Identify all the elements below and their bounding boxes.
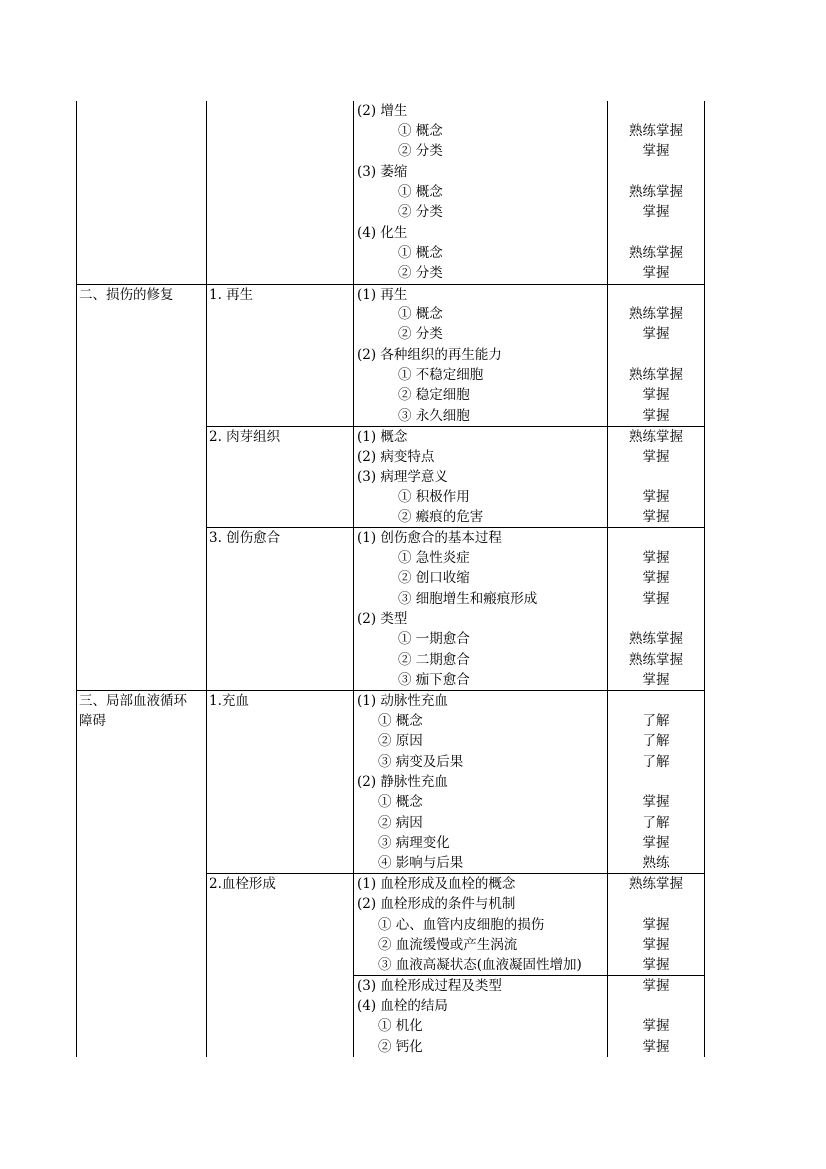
requirement-level: 熟练掌握 xyxy=(629,245,683,261)
outline-subitem: ① 概念 xyxy=(378,713,423,729)
outline-subitem: ② 创口收缩 xyxy=(398,570,470,586)
requirement-level: 熟练掌握 xyxy=(629,367,683,383)
outline-item: (3) 病理学意义 xyxy=(357,469,448,485)
requirement-level: 掌握 xyxy=(642,794,670,810)
requirement-level: 掌握 xyxy=(642,143,670,159)
requirement-level: 了解 xyxy=(642,754,670,770)
outline-item: (1) 概念 xyxy=(357,429,408,445)
outline-subitem: ② 病因 xyxy=(378,815,423,831)
requirement-level: 掌握 xyxy=(642,387,670,403)
subsection-title: 3. 创伤愈合 xyxy=(209,530,281,546)
outline-subitem: ① 概念 xyxy=(398,306,443,322)
outline-subitem: ④ 影响与后果 xyxy=(378,855,464,871)
outline-item: (2) 血栓形成的条件与机制 xyxy=(357,896,516,912)
outline-subitem: ① 机化 xyxy=(378,1018,423,1034)
outline-subitem: ① 不稳定细胞 xyxy=(398,367,484,383)
outline-item: (2) 增生 xyxy=(357,103,408,119)
requirement-level: 熟练掌握 xyxy=(629,306,683,322)
section-title-continued: 障碍 xyxy=(79,713,106,729)
outline-subitem: ② 瘢痕的危害 xyxy=(398,509,484,525)
outline-item: (2) 静脉性充血 xyxy=(357,774,448,790)
outline-item: (2) 病变特点 xyxy=(357,449,435,465)
requirement-level: 熟练掌握 xyxy=(629,429,683,445)
outline-item: (2) 类型 xyxy=(357,611,408,627)
outline-subitem: ② 分类 xyxy=(398,143,443,159)
outline-item: (1) 血栓形成及血栓的概念 xyxy=(357,876,516,892)
outline-subitem: ③ 病变及后果 xyxy=(378,754,464,770)
outline-subitem: ① 急性炎症 xyxy=(398,550,470,566)
requirement-level: 熟练掌握 xyxy=(629,631,683,647)
requirement-level: 了解 xyxy=(642,815,670,831)
requirement-level: 了解 xyxy=(642,733,670,749)
table-border-col3 xyxy=(353,101,354,1057)
outline-item: (1) 动脉性充血 xyxy=(357,693,448,709)
outline-item: (3) 血栓形成过程及类型 xyxy=(357,978,502,994)
outline-subitem: ① 概念 xyxy=(398,123,443,139)
requirement-level: 掌握 xyxy=(642,591,670,607)
requirement-level: 掌握 xyxy=(642,1018,670,1034)
requirement-level: 掌握 xyxy=(642,672,670,688)
outline-subitem: ② 分类 xyxy=(398,326,443,342)
outline-subitem: ③ 血液高凝状态(血液凝固性增加) xyxy=(378,957,582,973)
outline-subitem: ② 钙化 xyxy=(378,1039,423,1055)
section-title: 三、局部血液循环 xyxy=(79,693,187,709)
requirement-level: 熟练 xyxy=(642,855,670,871)
outline-item: (1) 创伤愈合的基本过程 xyxy=(357,530,502,546)
outline-subitem: ② 分类 xyxy=(398,204,443,220)
outline-subitem: ③ 永久细胞 xyxy=(398,408,470,424)
subsection-title: 1. 再生 xyxy=(209,287,254,303)
section-title: 二、损伤的修复 xyxy=(79,287,174,303)
requirement-level: 掌握 xyxy=(642,489,670,505)
requirement-level: 掌握 xyxy=(642,265,670,281)
outline-subitem: ② 稳定细胞 xyxy=(398,387,470,403)
requirement-level: 熟练掌握 xyxy=(629,876,683,892)
requirement-level: 熟练掌握 xyxy=(629,184,683,200)
requirement-level: 掌握 xyxy=(642,326,670,342)
outline-item: (2) 各种组织的再生能力 xyxy=(357,347,502,363)
table-border-left xyxy=(76,101,77,1057)
requirement-level: 掌握 xyxy=(642,957,670,973)
requirement-level: 掌握 xyxy=(642,978,670,994)
requirement-level: 掌握 xyxy=(642,449,670,465)
requirement-level: 掌握 xyxy=(642,1039,670,1055)
requirement-level: 掌握 xyxy=(642,509,670,525)
requirement-level: 了解 xyxy=(642,713,670,729)
outline-subitem: ① 概念 xyxy=(378,794,423,810)
requirement-level: 掌握 xyxy=(642,570,670,586)
outline-subitem: ① 积极作用 xyxy=(398,489,470,505)
outline-item: (4) 化生 xyxy=(357,225,408,241)
outline-subitem: ① 概念 xyxy=(398,184,443,200)
outline-subitem: ③ 细胞增生和瘢痕形成 xyxy=(398,591,538,607)
outline-subitem: ② 分类 xyxy=(398,265,443,281)
outline-subitem: ② 二期愈合 xyxy=(398,652,470,668)
outline-item: (1) 再生 xyxy=(357,287,408,303)
requirement-level: 掌握 xyxy=(642,937,670,953)
outline-subitem: ① 概念 xyxy=(398,245,443,261)
outline-item: (3) 萎缩 xyxy=(357,164,408,180)
outline-subitem: ③ 病理变化 xyxy=(378,835,450,851)
requirement-level: 熟练掌握 xyxy=(629,123,683,139)
outline-subitem: ② 原因 xyxy=(378,733,423,749)
outline-subitem: ① 心、血管内皮细胞的损伤 xyxy=(378,917,545,933)
outline-subitem: ③ 痂下愈合 xyxy=(398,672,470,688)
outline-subitem: ② 血流缓慢或产生涡流 xyxy=(378,937,518,953)
requirement-level: 掌握 xyxy=(642,835,670,851)
subsection-title: 2. 肉芽组织 xyxy=(209,429,281,445)
requirement-level: 掌握 xyxy=(642,204,670,220)
requirement-level: 熟练掌握 xyxy=(629,652,683,668)
subsection-title: 1.充血 xyxy=(209,693,249,709)
table-border-col2 xyxy=(206,101,207,1057)
subsection-title: 2.血栓形成 xyxy=(209,876,276,892)
outline-subitem: ① 一期愈合 xyxy=(398,631,470,647)
outline-item: (4) 血栓的结局 xyxy=(357,998,448,1014)
requirement-level: 掌握 xyxy=(642,408,670,424)
requirement-level: 掌握 xyxy=(642,917,670,933)
requirement-level: 掌握 xyxy=(642,550,670,566)
